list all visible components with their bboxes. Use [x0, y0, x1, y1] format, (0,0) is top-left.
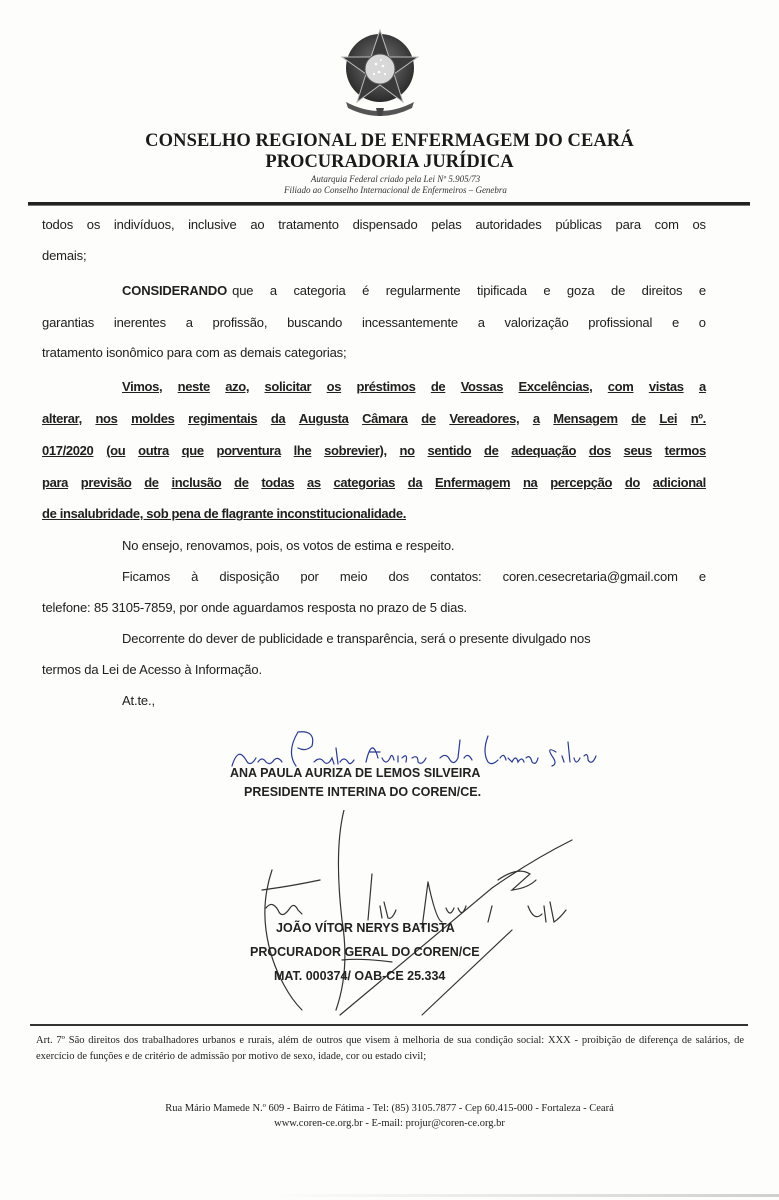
word: de — [144, 475, 159, 490]
body-line — [42, 315, 706, 330]
signature-president — [226, 722, 606, 772]
word: com — [607, 379, 634, 394]
salutation: At.te., — [122, 693, 155, 708]
word: regularmente — [385, 283, 461, 298]
footer-address: Rua Mário Mamede N.º 609 - Bairro de Fátima - Tel: (85) 3105.7877 - Cep 60.415-000 - Fortaleza - Ceará — [165, 1103, 614, 1114]
footer-contact: www.coren-ce.org.br - E-mail: projur@coren-ce.org.br — [274, 1118, 505, 1129]
word: e — [698, 283, 706, 298]
word: no — [399, 443, 415, 458]
word: direitos — [641, 283, 683, 298]
word: os — [692, 217, 706, 232]
word: inclusão — [171, 475, 222, 490]
word: solicitar — [264, 379, 312, 394]
word: para — [42, 475, 69, 490]
header-divider — [28, 202, 750, 206]
word: pelas — [431, 217, 462, 232]
request-line — [42, 411, 706, 426]
word: que — [232, 283, 254, 298]
word: (ou — [106, 443, 126, 458]
word: azo, — [225, 379, 250, 394]
word: da — [270, 411, 286, 426]
word: adequação — [511, 443, 577, 458]
word: inclusive — [188, 217, 237, 232]
request-line — [42, 379, 706, 394]
word: Enfermagem — [434, 475, 511, 490]
considerando-line — [42, 283, 706, 298]
word: nº. — [690, 411, 706, 426]
word: neste — [177, 379, 210, 394]
page-edge-shadow — [270, 1194, 779, 1197]
word: alterar, — [42, 411, 82, 426]
word: contatos: — [430, 569, 482, 584]
word: garantias — [42, 315, 95, 330]
word: ao — [250, 217, 265, 232]
word: todas — [261, 475, 295, 490]
word: para — [615, 217, 641, 232]
footer-divider — [30, 1024, 748, 1026]
closing-paragraph: No ensejo, renovamos, pois, os votos de estima e respeito. — [122, 538, 455, 553]
signatory-name: ANA PAULA AURIZA DE LEMOS SILVEIRA — [230, 766, 481, 780]
word: vistas — [648, 379, 684, 394]
word: Lei — [659, 411, 678, 426]
word: Vossas — [460, 379, 504, 394]
word: préstimos — [356, 379, 416, 394]
signatory-role: PROCURADOR GERAL DO COREN/CE — [250, 945, 480, 959]
word: seus — [623, 443, 652, 458]
body-line — [42, 217, 706, 232]
considerando-keyword: CONSIDERANDO — [122, 283, 228, 298]
word: a — [532, 411, 540, 426]
word: e — [543, 283, 551, 298]
header-subtitle-affiliation: Filiado ao Conselho Internacional de Enfermeiros – Genebra — [284, 185, 507, 195]
transparency-line: termos da Lei de Acesso à Informação. — [42, 662, 262, 677]
word: a — [269, 283, 277, 298]
word: porventura — [216, 443, 281, 458]
word: regimentais — [188, 411, 258, 426]
word: do — [624, 475, 640, 490]
word: da — [407, 475, 423, 490]
word: disposição — [219, 569, 280, 584]
word: sobrevier), — [324, 443, 387, 458]
transparency-line: Decorrente do dever de publicidade e transparência, será o presente divulgado nos — [122, 631, 591, 646]
word: tratamento — [278, 217, 339, 232]
word: na — [522, 475, 538, 490]
word: Vereadores, — [449, 411, 520, 426]
word: 017/2020 — [42, 443, 94, 458]
organization-name: CONSELHO REGIONAL DE ENFERMAGEM DO CEARÁ — [145, 131, 634, 151]
word: sentido — [427, 443, 472, 458]
word: tipificada — [477, 283, 527, 298]
word: dos — [588, 443, 611, 458]
word: e — [698, 569, 706, 584]
word: Vimos, — [122, 379, 163, 394]
word: todos — [42, 217, 74, 232]
word: públicas — [555, 217, 602, 232]
contact-line: telefone: 85 3105-7859, por onde aguardamos resposta no prazo de 5 dias. — [42, 600, 468, 615]
word: lhe — [293, 443, 312, 458]
word: os — [326, 379, 342, 394]
request-line: de insalubridade, sob pena de flagrante inconstitucionalidade. — [42, 506, 407, 521]
body-line-rest — [232, 283, 706, 298]
word: Câmara — [362, 411, 408, 426]
word: adicional — [652, 475, 706, 490]
word: meio — [339, 569, 368, 584]
footnote: Art. 7º São direitos dos trabalhadores urbanos e rurais, além de outros que visem à melhoria de sua condição social: XXX - proibição de diferença de salários, de exercício de funções e de critério de admissão por motivo de sexo, idade, cor ou estado civil; — [36, 1035, 744, 1062]
brazil-coat-of-arms-icon — [330, 24, 430, 126]
word: os — [86, 217, 101, 232]
word: por — [300, 569, 319, 584]
word: de — [611, 283, 626, 298]
signature-attorney — [232, 810, 612, 1020]
word: Ficamos — [122, 569, 171, 584]
word: Augusta — [298, 411, 349, 426]
word: termos — [664, 443, 706, 458]
word: outra — [138, 443, 169, 458]
word: de — [430, 379, 446, 394]
word: com — [654, 217, 679, 232]
request-line — [42, 475, 706, 490]
word: valorização — [504, 315, 569, 330]
word: de — [631, 411, 646, 426]
word: indivíduos, — [113, 217, 175, 232]
header-subtitle-law: Autarquia Federal criado pela Lei Nº 5.905/73 — [310, 174, 481, 184]
department-name: PROCURADORIA JURÍDICA — [265, 152, 514, 172]
word: que — [181, 443, 204, 458]
word: coren.cesecretaria@gmail.com — [502, 569, 678, 584]
word: Mensagem — [553, 411, 618, 426]
word: percepção — [550, 475, 613, 490]
signatory-registration: MAT. 000374/ OAB-CE 25.334 — [274, 969, 446, 983]
word: moldes — [131, 411, 175, 426]
word: e — [671, 315, 680, 330]
word: de — [421, 411, 436, 426]
word: autoridades — [475, 217, 542, 232]
word: goza — [566, 283, 595, 298]
word: Excelências, — [518, 379, 593, 394]
body-line: tratamento isonômico para com as demais categorias; — [42, 345, 347, 360]
word: é — [362, 283, 370, 298]
word: nos — [95, 411, 118, 426]
word: de — [484, 443, 499, 458]
word: à — [191, 569, 199, 584]
word: categoria — [293, 283, 346, 298]
request-line — [42, 443, 706, 458]
word: o — [698, 315, 706, 330]
word: previsão — [80, 475, 132, 490]
word: as — [306, 475, 321, 490]
signatory-role: PRESIDENTE INTERINA DO COREN/CE. — [244, 785, 482, 799]
word: a — [698, 379, 706, 394]
word: profissional — [588, 315, 653, 330]
word: dos — [388, 569, 410, 584]
word: a — [477, 315, 485, 330]
word: dispensado — [352, 217, 418, 232]
word: a — [185, 315, 193, 330]
body-line: demais; — [42, 248, 87, 263]
word: profissão, — [212, 315, 268, 330]
word: categorias — [333, 475, 396, 490]
signatory-name: JOÃO VÍTOR NERYS BATISTA — [276, 921, 455, 935]
word: de — [234, 475, 249, 490]
contact-line — [42, 569, 706, 584]
word: inerentes — [113, 315, 166, 330]
word: buscando — [287, 315, 343, 330]
word: incessantemente — [361, 315, 458, 330]
